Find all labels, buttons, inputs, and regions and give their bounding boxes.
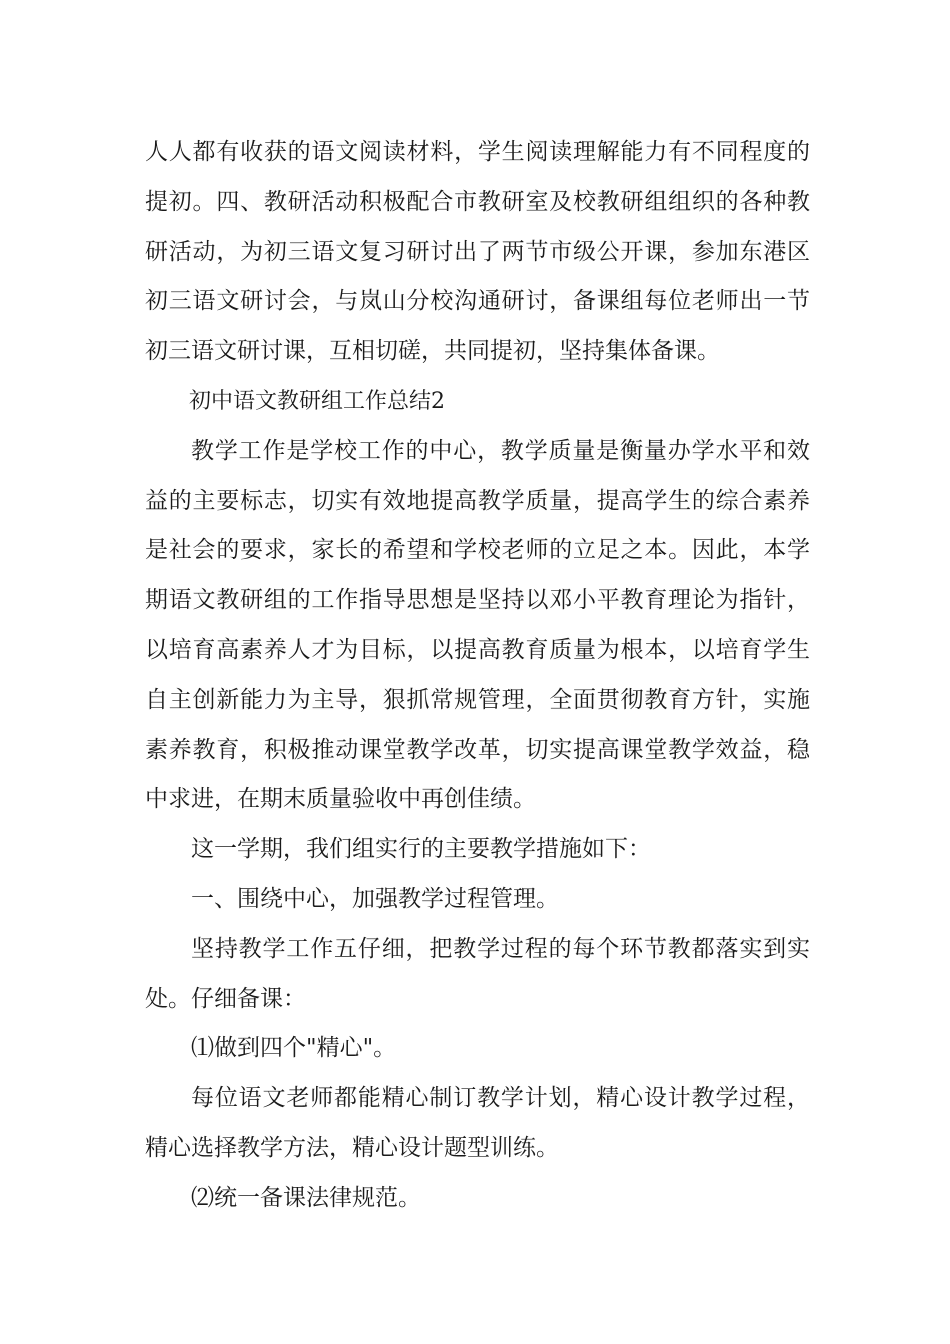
paragraph-four-careful: 每位语文老师都能精心制订教学计划，精心设计教学过程，精心选择教学方法，精心设计题型训练。	[145, 1085, 810, 1161]
list-item-two: ⑵统一备课法律规范。	[191, 1184, 421, 1211]
paragraph-teaching-intro: 教学工作是学校工作的中心，教学质量是衡量办学水平和效益的主要标志，切实有效地提高教学质量，提高学生的综合素养是社会的要求，家长的希望和学校老师的立足之本。因此，本学期语文教研组的工作指导思想是坚持以邓小平教育理论为指针，以培育高素养人才为目标，以提高教育质量为根本，以培育学生自主创新能力为主导，狠抓常规管理，全面贯彻教育方针，实施素养教育，积极推动课堂教学改革，切实提高课堂教学效益，稳中求进，在期末质量验收中再创佳绩。	[145, 437, 810, 813]
list-item-one: ⑴做到四个"精心"。	[191, 1035, 397, 1062]
heading-item-one: 一、围绕中心，加强教学过程管理。	[191, 885, 559, 912]
paragraph-continued-summary: 人人都有收获的语文阅读材料，学生阅读理解能力有不同程度的提初。四、教研活动积极配合市教研室及校教研组组织的各种教研活动，为初三语文复习研讨出了两节市级公开课，参加东港区初三语文研讨会，与岚山分校沟通研讨，备课组每位老师出一节初三语文研讨课，互相切磋，共同提初，坚持集体备课。	[145, 139, 810, 365]
paragraph-measures-intro: 这一学期，我们组实行的主要教学措施如下：	[191, 836, 651, 863]
paragraph-five-careful: 坚持教学工作五仔细，把教学过程的每个环节教都落实到实处。仔细备课：	[145, 935, 810, 1012]
document-body	[145, 128, 810, 1224]
section-title: 初中语文教研组工作总结2	[189, 388, 445, 414]
